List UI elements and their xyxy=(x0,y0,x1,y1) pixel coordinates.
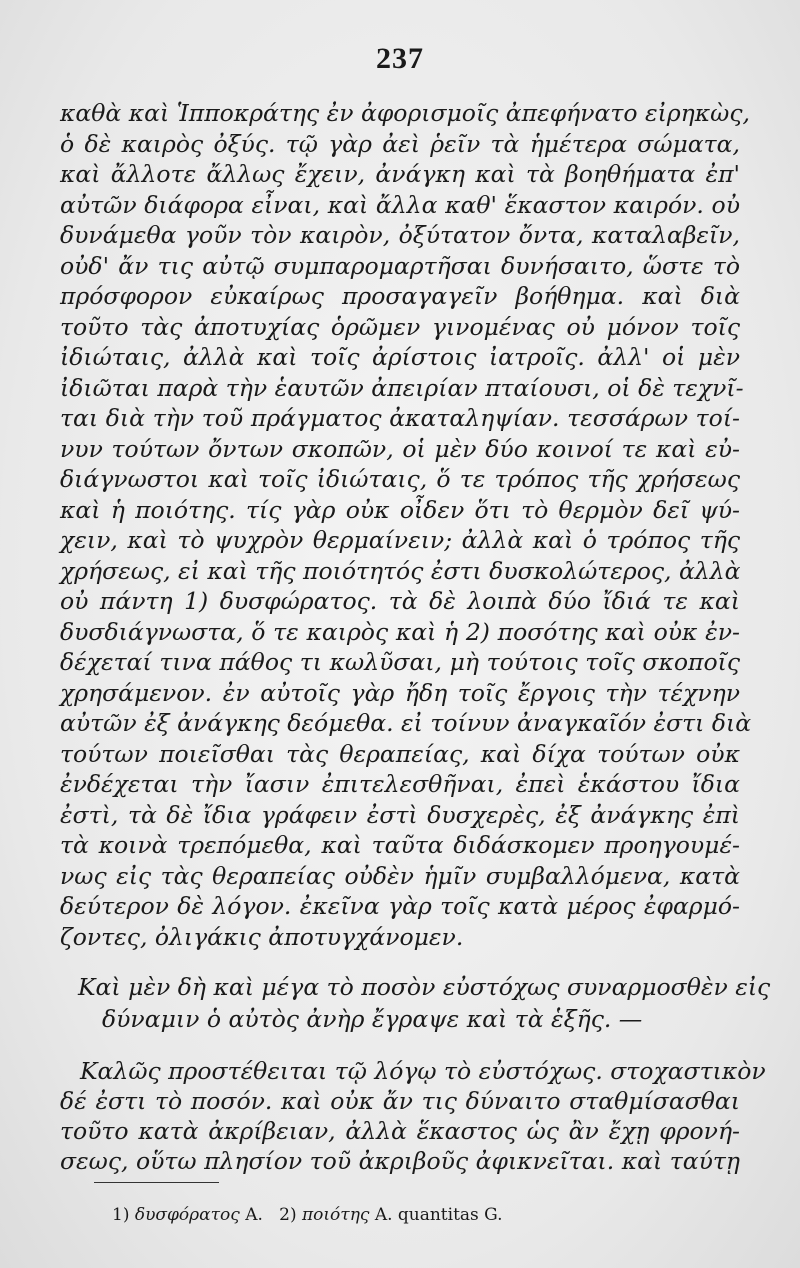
text-line: δεύτερον δὲ λόγον. ἐκεῖνα γὰρ τοῖς κατὰ μέρος ἐφαρμό- xyxy=(60,892,740,920)
text-line: χειν, καὶ τὸ ψυχρὸν θερμαίνειν; ἀλλὰ καὶ ὁ τρόπος τῆς xyxy=(60,526,740,554)
text-line: χρησάμενον. ἐν αὐτοῖς γὰρ ἤδη τοῖς ἔργοις τὴν τέχνην xyxy=(60,679,740,707)
text-line: αὐτῶν διάφορα εἶναι, καὶ ἄλλα καθ' ἕκαστον καιρόν. οὐ xyxy=(60,191,740,219)
footnote-variant: ποιότης xyxy=(301,1205,370,1225)
footnote-marker: 1) xyxy=(112,1205,130,1225)
text-line: χρήσεως, εἰ καὶ τῆς ποιότητός ἐστι δυσκολώτερος, ἀλλὰ xyxy=(60,557,741,585)
text-line: νυν τούτων ὄντων σκοπῶν, οἱ μὲν δύο κοινοί τε καὶ εὐ- xyxy=(60,435,740,463)
text-line: νως εἰς τὰς θεραπείας οὐδὲν ἡμῖν συμβαλλόμενα, κατὰ xyxy=(60,862,740,890)
text-line: καθὰ καὶ Ἱπποκράτης ἐν ἀφορισμοῖς ἀπεφήνατο εἰρηκὼς, xyxy=(60,99,750,127)
text-line: αὐτῶν ἐξ ἀνάγκης δεόμεθα. εἰ τοίνυν ἀναγκαῖόν ἐστι διὰ xyxy=(60,709,752,737)
commentary-line: σεως, οὕτω πλησίον τοῦ ἀκριβοῦς ἀφικνεῖται. καὶ ταύτῃ xyxy=(60,1147,740,1175)
text-line: πρόσφορον εὐκαίρως προσαγαγεῖν βοήθημα. καὶ διὰ xyxy=(60,282,740,310)
text-line: οὐδ' ἄν τις αὐτῷ συμπαρομαρτῆσαι δυνήσαιτο, ὥστε τὸ xyxy=(60,252,740,280)
text-line: τούτων ποιεῖσθαι τὰς θεραπείας, καὶ δίχα τούτων οὐκ xyxy=(60,740,740,768)
footnote-marker: 2) xyxy=(279,1205,297,1225)
footnote-divider xyxy=(94,1182,219,1183)
footnote-variant: δυσφόρατος xyxy=(134,1205,240,1225)
commentary-line: Καλῶς προστέθειται τῷ λόγῳ τὸ εὐστόχως. στοχαστικὸν xyxy=(80,1057,766,1085)
footnotes xyxy=(112,1205,503,1225)
text-line: καὶ ἄλλοτε ἄλλως ἔχειν, ἀνάγκη καὶ τὰ βοηθήματα ἐπ' xyxy=(60,160,740,188)
footnote-siglum: A. xyxy=(245,1205,263,1225)
text-line: δυσδιάγνωστα, ὅ τε καιρὸς καὶ ἡ 2) ποσότης καὶ οὐκ ἐν- xyxy=(60,618,740,646)
text-line: τὰ κοινὰ τρεπόμεθα, καὶ ταῦτα διδάσκομεν προηγουμέ- xyxy=(60,831,740,859)
text-line: διάγνωστοι καὶ τοῖς ἰδιώταις, ὅ τε τρόπος τῆς χρήσεως xyxy=(60,465,740,493)
commentary-line: δέ ἐστι τὸ ποσόν. καὶ οὐκ ἄν τις δύναιτο σταθμίσασθαι xyxy=(60,1087,740,1115)
text-line: ἰδιῶται παρὰ τὴν ἑαυτῶν ἀπειρίαν πταίουσι, οἱ δὲ τεχνῖ- xyxy=(60,374,744,402)
text-line: ται διὰ τὴν τοῦ πράγματος ἀκαταληψίαν. τεσσάρων τοί- xyxy=(60,404,740,432)
text-line: δυνάμεθα γοῦν τὸν καιρὸν, ὀξύτατον ὄντα, καταλαβεῖν, xyxy=(60,221,740,249)
text-line: οὐ πάντη 1) δυσφώρατος. τὰ δὲ λοιπὰ δύο ἴδιά τε καὶ xyxy=(60,587,740,615)
text-line: δέχεταί τινα πάθος τι κωλῦσαι, μὴ τούτοις τοῖς σκοποῖς xyxy=(60,648,740,676)
commentary-line: τοῦτο κατὰ ἀκρίβειαν, ἀλλὰ ἕκαστος ὡς ἂν ἔχῃ φρονή- xyxy=(60,1117,740,1145)
text-line: τοῦτο τὰς ἀποτυχίας ὁρῶμεν γινομένας οὐ μόνον τοῖς xyxy=(60,313,740,341)
text-line: καὶ ἡ ποιότης. τίς γὰρ οὐκ οἶδεν ὅτι τὸ θερμὸν δεῖ ψύ- xyxy=(60,496,740,524)
text-line: ὁ δὲ καιρὸς ὀξύς. τῷ γὰρ ἀεὶ ῥεῖν τὰ ἡμέτερα σώματα, xyxy=(60,130,740,158)
footnote-siglum: A. quantitas G. xyxy=(374,1205,503,1225)
text-line: ἐνδέχεται τὴν ἴασιν ἐπιτελεσθῆναι, ἐπεὶ ἑκάστου ἴδια xyxy=(60,770,740,798)
text-line: ζοντες, ὀλιγάκις ἀποτυγχάνομεν. xyxy=(60,923,464,951)
quote-line: δύναμιν ὁ αὐτὸς ἀνὴρ ἔγραψε καὶ τὰ ἑξῆς. — xyxy=(102,1005,643,1033)
text-line: ἐστὶ, τὰ δὲ ἴδια γράφειν ἐστὶ δυσχερὲς, ἐξ ἀνάγκης ἐπὶ xyxy=(60,801,740,829)
quote-line: Καὶ μὲν δὴ καὶ μέγα τὸ ποσὸν εὐστόχως συναρμοσθὲν εἰς xyxy=(78,973,771,1001)
text-line: ἰδιώταις, ἀλλὰ καὶ τοῖς ἀρίστοις ἰατροῖς. ἀλλ' οἱ μὲν xyxy=(60,343,740,371)
page-number: 237 xyxy=(376,42,424,75)
